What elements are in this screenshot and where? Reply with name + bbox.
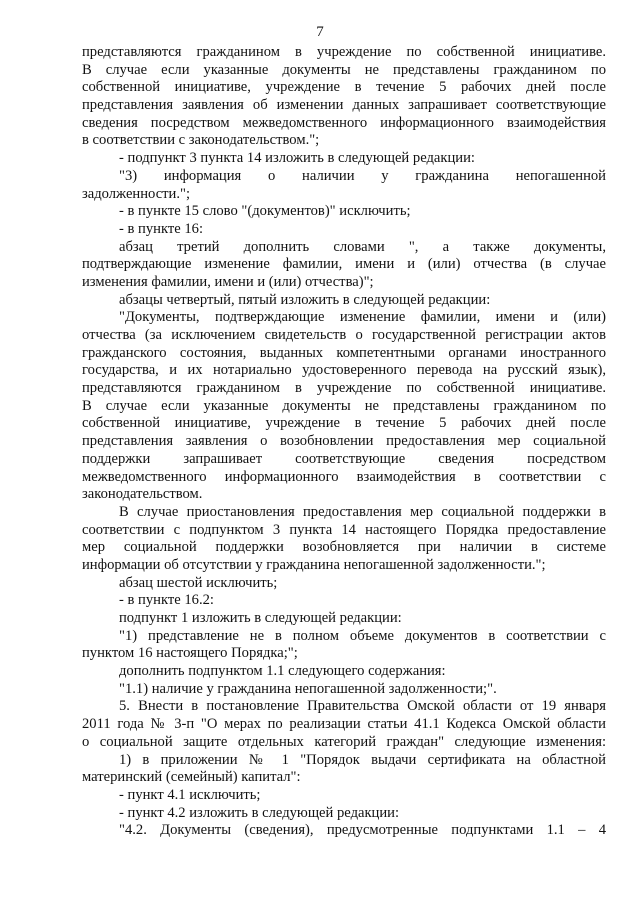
text-line: межведомственного информационного взаимодействия в соответствии с xyxy=(82,468,606,485)
text-line: подпункт 1 изложить в следующей редакции: xyxy=(119,610,402,626)
text-line: - пункт 4.1 исключить; xyxy=(119,786,261,803)
text-line: поддержки запрашивает соответствующие сведения посредством xyxy=(82,450,606,467)
text-line: дополнить подпунктом 1.1 следующего содержания: xyxy=(119,663,446,680)
page-number: 7 xyxy=(316,24,324,40)
text-line: собственной инициативе, учреждение в течение 5 рабочих дней после xyxy=(82,415,606,432)
text-line: "1) представление не в полном объеме документов в соответствии с xyxy=(119,627,606,644)
text-line: представляются гражданином в учреждение по собственной инициативе. xyxy=(82,380,606,397)
text-line: 1) в приложении № 1 "Порядок выдачи сертификата на областной xyxy=(119,751,606,768)
text-line: - в пункте 16: xyxy=(119,220,204,237)
text-line: гражданского состояния, выданных компетентными органами иностранного xyxy=(82,344,606,361)
text-line: изменения фамилии, имени и (или) отчества)"; xyxy=(82,273,374,290)
text-line: "3) информация о наличии у гражданина непогашенной xyxy=(119,167,606,184)
text-line: 2011 года № 3-п "О мерах по реализации статьи 41.1 Кодекса Омской области xyxy=(82,716,606,733)
text-line: - пункт 4.2 изложить в следующей редакции: xyxy=(119,804,400,821)
text-line: мер социальной поддержки возобновляется при наличии в системе xyxy=(82,539,606,556)
text-line: собственной инициативе, учреждение в течение 5 рабочих дней после xyxy=(82,79,606,96)
text-line: пунктом 16 настоящего Порядка;"; xyxy=(82,645,298,662)
text-line: задолженности."; xyxy=(82,185,191,202)
text-line: "1.1) наличие у гражданина непогашенной задолженности;". xyxy=(119,680,497,697)
text-line: соответствии с подпунктом 3 пункта 14 настоящего Порядка предоставление xyxy=(82,521,606,538)
text-line: абзацы четвертый, пятый изложить в следующей редакции: xyxy=(119,291,491,308)
text-line: - в пункте 16.2: xyxy=(119,592,214,609)
text-line: отчества (за исключением свидетельств о государственной регистрации актов xyxy=(82,327,606,343)
text-line: абзац шестой исключить; xyxy=(119,574,278,591)
text-line: В случае приостановления предоставления мер социальной поддержки в xyxy=(119,503,606,520)
document-body xyxy=(82,44,606,840)
text-line: информации об отсутствии у гражданина непогашенной задолженности."; xyxy=(82,556,546,573)
text-line: подтверждающие изменение фамилии, имени и (или) отчества (в случае xyxy=(82,256,606,273)
text-line: в соответствии с законодательством."; xyxy=(82,132,320,149)
text-line: законодательством. xyxy=(82,486,203,503)
text-line: представления заявления о возобновлении предоставления мер социальной xyxy=(82,433,606,450)
text-line: сведения посредством межведомственного информационного взаимодействия xyxy=(82,114,606,131)
text-line: о социальной защите отдельных категорий граждан" следующие изменения: xyxy=(82,733,606,750)
text-line: "Документы, подтверждающие изменение фамилии, имени и (или) xyxy=(119,309,606,326)
text-line: "4.2. Документы (сведения), предусмотренные подпунктами 1.1 – 4 xyxy=(119,822,606,839)
text-line: представления заявления об изменении данных запрашивает соответствующие xyxy=(82,97,606,114)
text-line: 5. Внести в постановление Правительства Омской области от 19 января xyxy=(119,698,606,715)
text-line: В случае если указанные документы не представлены гражданином по xyxy=(82,61,606,78)
text-line: В случае если указанные документы не представлены гражданином по xyxy=(82,397,606,414)
text-line: государства, и их нотариально удостоверенного перевода на русский язык), xyxy=(82,362,606,379)
text-line: абзац третий дополнить словами ", а также документы, xyxy=(119,238,606,255)
text-line: представляются гражданином в учреждение по собственной инициативе. xyxy=(82,44,606,60)
text-line: материнский (семейный) капитал": xyxy=(82,769,301,786)
text-line: - подпункт 3 пункта 14 изложить в следующей редакции: xyxy=(119,150,475,167)
text-line: - в пункте 15 слово "(документов)" исключить; xyxy=(119,203,411,220)
